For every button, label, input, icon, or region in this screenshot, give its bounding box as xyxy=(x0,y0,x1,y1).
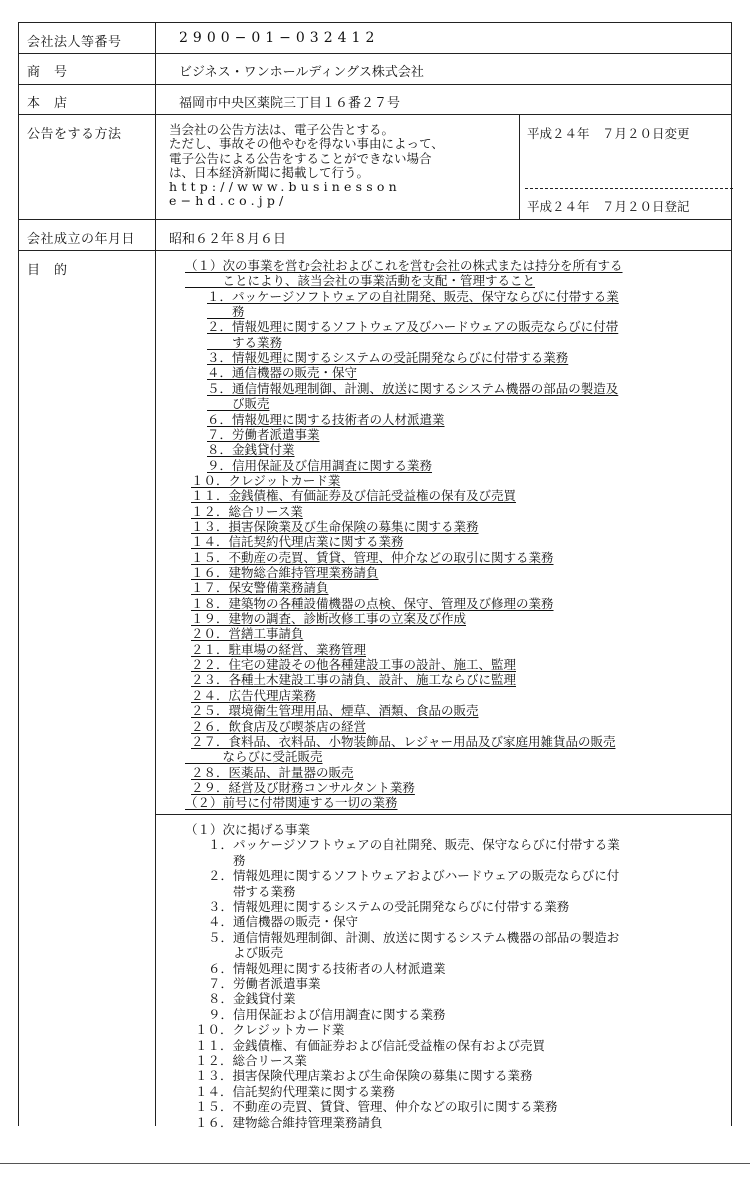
purpose-new-item: １．パッケージソフトウェアの自社開発、販売、保守ならびに付帯する業 xyxy=(208,837,620,853)
row-divider xyxy=(19,250,731,251)
purpose-new-item: １０．クレジットカード業 xyxy=(195,1022,345,1038)
purpose-old-item: １６．建物総合維持管理業務請負 xyxy=(191,565,379,580)
purpose-new-item: 務 xyxy=(208,852,246,868)
dashed-divider xyxy=(525,188,733,189)
purpose-old-item: ２３．各種土木建設工事の請負、設計、施工ならびに監理 xyxy=(191,672,517,688)
purpose-label: 目 的 xyxy=(27,263,68,278)
row-divider xyxy=(19,84,731,85)
purpose-old-item: ６．情報処理に関する技術者の人材派遣業 xyxy=(207,411,445,427)
purpose-old-item: ２２．住宅の建設その他各種建設工事の設計、施工、監理 xyxy=(191,657,517,673)
purpose-old-item: ２６．飲食店及び喫茶店の経営 xyxy=(191,718,367,734)
row-divider xyxy=(19,114,731,115)
purpose-old-item: ８．金銭貸付業 xyxy=(207,442,295,458)
purpose-new-item: １３．損害保険代理店業および生命保険の募集に関する業務 xyxy=(195,1068,533,1084)
purpose-old-item: １２．総合リース業 xyxy=(191,503,303,519)
purpose-old-item: ７．労働者派遣事業 xyxy=(207,426,320,442)
purpose-old-item: １．パッケージソフトウェアの自社開発、販売、保守ならびに付帯する業 xyxy=(207,288,619,304)
notice-line: ただし、事故その他やむを得ない事由によって、 xyxy=(169,136,444,152)
purpose-old-item: １８．建築物の各種設備機器の点検、保守、管理及び修理の業務 xyxy=(191,595,554,611)
purpose-new-item: ８．金銭貸付業 xyxy=(208,991,296,1007)
notice-changed-date: 平成２４年 ７月２０日変更 xyxy=(527,126,690,141)
purpose-old-item: １４．信託契約代理店業に関する業務 xyxy=(191,534,404,550)
notice-method-label: 公告をする方法 xyxy=(27,127,122,142)
purpose-old-item: する業務 xyxy=(207,334,283,350)
notice-line: 電子公告による公告をすることができない場合 xyxy=(169,150,432,166)
purpose-new-item: （１）次に掲げる事業 xyxy=(185,822,311,837)
purpose-old-item: （１）次の事業を営む会社およびこれを営む会社の株式または持分を所有する xyxy=(185,258,623,273)
purpose-old-item: ２７．食料品、衣料品、小物装飾品、レジャー用品及び家庭用雑貨品の販売 xyxy=(191,733,616,749)
purpose-old-item: 務 xyxy=(207,304,245,320)
purpose-new-item: １１．金銭債権、有価証券および信託受益権の保有および売買 xyxy=(195,1037,546,1053)
page-footer-rule xyxy=(0,1163,750,1164)
purpose-divider xyxy=(155,814,731,815)
trade-name-label: 商 号 xyxy=(27,65,68,80)
row-divider xyxy=(19,53,731,54)
notice-url-line: http://www.businesson xyxy=(169,179,401,195)
purpose-new-item: 帯する業務 xyxy=(208,883,296,899)
notice-line: 当会社の公告方法は、電子公告とする。 xyxy=(169,122,395,137)
row-divider xyxy=(19,219,731,220)
label-column-divider xyxy=(155,23,156,1126)
purpose-new-item: ５．通信情報処理制御、計測、放送に関するシステム機器の部品の製造お xyxy=(208,929,620,945)
purpose-new-item: ９．信用保証および信用調査に関する業務 xyxy=(208,1006,446,1022)
purpose-old-item: ２４．広告代理店業務 xyxy=(191,687,317,703)
purpose-old-item: １１．金銭債権、有価証券及び信託受益権の保有及び売買 xyxy=(191,488,517,504)
purpose-old-item: ２．情報処理に関するソフトウェア及びハードウェアの販売ならびに付帯 xyxy=(207,319,619,335)
purpose-old-item: ２０．営繕工事請負 xyxy=(191,626,304,642)
purpose-old-item: ２１．駐車場の経営、業務管理 xyxy=(191,641,367,657)
notice-method-text xyxy=(169,123,514,209)
established-label: 会社成立の年月日 xyxy=(27,232,136,247)
purpose-old-item: ９．信用保証及び信用調査に関する業務 xyxy=(207,457,433,473)
registry-table xyxy=(18,22,732,1130)
purpose-old-item: ３．情報処理に関するシステムの受託開発ならびに付帯する業務 xyxy=(207,350,569,366)
corp-number-value: 2900−01−032412 xyxy=(179,30,380,46)
purpose-new-item: ７．労働者派遣事業 xyxy=(208,976,321,991)
purpose-new-item: １５．不動産の売買、賃貸、管理、仲介などの取引に関する業務 xyxy=(195,1099,558,1115)
notice-registered-date: 平成２４年 ７月２０日登記 xyxy=(527,199,690,214)
purpose-old-item: ２５．環境衛生管理用品、煙草、酒類、食品の販売 xyxy=(191,703,479,719)
date-column-divider xyxy=(519,114,520,219)
purpose-new-item: １２．総合リース業 xyxy=(195,1053,307,1068)
purpose-old-item: ４．通信機器の販売・保守 xyxy=(207,365,358,381)
established-value: 昭和６２年８月６日 xyxy=(169,232,287,247)
purpose-new-item: ３．情報処理に関するシステムの受託開発ならびに付帯する業務 xyxy=(208,899,570,914)
purpose-old-item: ２９．経営及び財務コンサルタント業務 xyxy=(191,779,415,795)
purpose-new-item: １４．信託契約代理業に関する業務 xyxy=(195,1083,396,1099)
purpose-old-item: １５．不動産の売買、賃貸、管理、仲介などの取引に関する業務 xyxy=(191,549,554,565)
head-office-label: 本 店 xyxy=(27,96,68,111)
head-office-value: 福岡市中央区薬院三丁目１６番２７号 xyxy=(179,96,401,111)
notice-url-line: e−hd.co.jp/ xyxy=(169,193,288,209)
purpose-old-item: ２８．医薬品、計量器の販売 xyxy=(191,764,354,780)
purpose-old-item: １７．保安警備業務請負 xyxy=(191,580,329,596)
notice-line: は、日本経済新聞に掲載して行う。 xyxy=(169,164,370,180)
purpose-new-item: ２．情報処理に関するソフトウェアおよびハードウェアの販売ならびに付 xyxy=(208,868,620,884)
purpose-old-item: ことにより、該当会社の事業活動を支配・管理すること xyxy=(185,273,536,289)
purpose-new-item: ６．情報処理に関する技術者の人材派遣業 xyxy=(208,960,446,976)
corp-number-label: 会社法人等番号 xyxy=(27,35,122,50)
purpose-old-item: １０．クレジットカード業 xyxy=(191,472,341,488)
purpose-old-item: １９．建物の調査、診断改修工事の立案及び作成 xyxy=(191,611,467,627)
purpose-old-item: ならびに受託販売 xyxy=(185,749,323,765)
purpose-old-item: ５．通信情報処理制御、計測、放送に関するシステム機器の部品の製造及 xyxy=(207,380,619,396)
purpose-new-item: よび販売 xyxy=(208,945,284,961)
purpose-old-item: １３．損害保険業及び生命保険の募集に関する業務 xyxy=(191,518,479,534)
purpose-new-item: １６．建物総合維持管理業務請負 xyxy=(195,1114,383,1130)
purpose-old-item: び販売 xyxy=(207,396,270,412)
purpose-old-item: （２）前号に付帯関連する一切の業務 xyxy=(185,795,398,811)
trade-name-value: ビジネス・ワンホールディングス株式会社 xyxy=(179,65,424,80)
purpose-new-item: ４．通信機器の販売・保守 xyxy=(208,914,359,930)
